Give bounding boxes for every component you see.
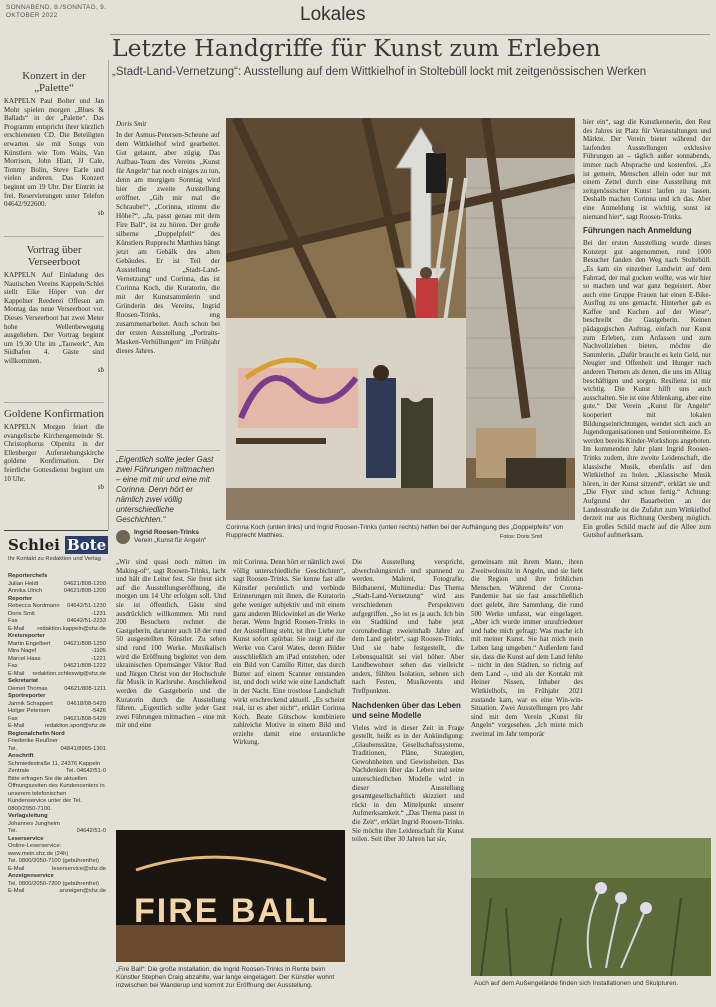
- imprint-value: 04642/51-2233: [66, 618, 106, 624]
- imprint-label: Online-Leserservice: www.mein.shz.de (24h): [8, 843, 69, 857]
- imprint-row: [8, 881, 106, 889]
- imprint-label: Tel.: [8, 745, 18, 752]
- brief-lecture: [4, 244, 104, 374]
- imprint-row: [8, 588, 106, 596]
- imprint-label: Tel. 0800/2050-7100 (gebührenfrei): [8, 858, 99, 864]
- pull-quote-text: „Eigentlich sollte jeder Gast zwei Führungen mitmachen – eine mit mir und eine mit Corinna. Denn hört er nämlich zwei völlig unterschiedliche Geschichten.“: [116, 455, 215, 524]
- imprint-row: [8, 671, 106, 679]
- author: Doris Smit: [116, 120, 147, 128]
- quote-author-avatar: [116, 530, 130, 544]
- quote-rule-top: [116, 450, 220, 451]
- imprint-heading: Regionalchefin Nord: [8, 730, 65, 737]
- lower-col-3-text: Die Ausstellung verspricht, abwechslungsreich und spannend zu werden. Malerei, Fotografie, Bildhauerei, Multimedia: Das Thema „Stadt-Land-Vernetzung“ wird aus verschiedenen Perspektiven aufgegriffen. „So ist es ja auch. Ich bin ein Stadtkind und habe jetzt coronabedingt zweieinhalb Jahre auf dem Land gelebt“, sagt Roosen-Trinks. Und sie habe festgestellt, die Lebensqualität sei viel höher. Aber Landbewohner sehen das vielleicht anders, fühlten Isolation, sehnen sich nach Festen, Musikevents und Treffpunkten.: [352, 558, 464, 695]
- right-col-text: hier ein“, sagt die Kunstkennerin, den Rest des Jahres ist Platz für Veranstaltungen und Märkte. Der Verein bietet während der laufenden Ausstellungen exklusive Führungen an – täglich außer sonnabends, immer nach Absprache und kostenfrei. „Es ist gemein, Menschen allein oder nur mit einem Zettel durch eine Ausstellung mit zeitgenössischer Kunst laufen zu lassen. Deshalb machen Corinna und ich das. Aber eine Anmeldung ist wichtig, sonst ist niemand hier“, sagt Roosen-Trinks.: [583, 118, 711, 221]
- date-line-2: OKTOBER 2022: [6, 12, 58, 19]
- section-title: Lokales: [300, 4, 366, 25]
- left-column-rule: [108, 60, 109, 530]
- imprint-heading: Anschrift: [8, 753, 34, 759]
- imprint-value: redaktion.sport@shz.de: [44, 723, 106, 729]
- imprint-value: leserservice@shz.de: [52, 865, 106, 872]
- imprint-value: -1231: [91, 610, 106, 617]
- imprint-row: [8, 738, 106, 746]
- imprint-row: [8, 663, 106, 671]
- imprint-heading: Sportreporter: [8, 693, 46, 699]
- imprint-label: Schmiedestraße 11, 24376 Kappeln: [8, 760, 101, 767]
- imprint-row: [8, 828, 106, 836]
- imprint-row: [8, 648, 106, 656]
- imprint-row: [8, 746, 106, 754]
- fireball-lettering: FIRE BALL: [134, 892, 330, 930]
- imprint-row: [8, 723, 106, 731]
- imprint-label: Johannes Jungheim: [8, 820, 60, 827]
- right-subhead: Führungen nach Anmeldung: [583, 226, 692, 236]
- imprint-value: -5426: [91, 708, 106, 714]
- imprint-label: Martin Engelbert: [8, 640, 51, 647]
- brief-concert-text: KAPPELN Paul Bolter und Jan Mohr spielen morgen „Blues & Ballads“ in der „Palette“. Das Programm entspricht ihrer kürzlich erschienenen CD. Die Beteiligten erwarten sie mit Songs von Künstlern wie Tom Waits, Van Morrison, John Hiatt, JJ Cale, Tommy Bolin, Steve Earle und vielen anderen. Das Konzert beginnt um 19 Uhr. Der Eintritt ist frei. Reservierungen unter Telefon 04642/922600.: [4, 97, 104, 209]
- imprint-label: Doris Smit: [8, 610, 35, 617]
- garden-photo: [471, 838, 711, 976]
- imprint-row: [8, 866, 106, 874]
- lower-col-3-text-2: Vieles wird in dieser Zeit in Frage gestellt, heißt es in der Ankündigung: „Glaubenssätze, Gesellschaftssysteme, Traditionen, Pläne, Strategien, Gewohnheiten und Gewissheiten. Das Nachdenken über das Leben und seine unterschiedlichen Modelle wird in dieser Ausstellung gesamtgesellschaftlich skizziert und rückt in den Mittelpunkt unserer Aufmerksamkeit.“ „Das Thema passt in die Zeit“, erklärt Ingrid Roosen-Trinks. Sie möchte ihre Leidenschaft für Kunst teilen. Seit über 30 Jahren hat sie,: [352, 723, 464, 844]
- fireball-caption: „Fire Ball“: Die große Installation, die Ingrid Roosen-Trinks in Rente beim Künstler Stephen Craig abzahlte, war lange eingelagert. Der Künstler wohnt inzwischen bei Wanderup und kommt zur Eröffnung der Ausstellung.: [116, 966, 335, 989]
- article-headline: Letzte Handgriffe für Kunst zum Erleben: [112, 34, 601, 62]
- main-photo-caption-text: Corinna Koch (unten links) und Ingrid Roosen-Trinks (unten rechts) helfen bei der Aufhängung des „Doppelpfeils“ von Rupprecht Matthies.: [226, 524, 564, 539]
- main-photo: [226, 118, 575, 520]
- imprint-heading: Anzeigenservice: [8, 873, 54, 879]
- imprint-heading: Verlagsleitung: [8, 813, 48, 819]
- imprint-value: 04621/808-1222: [63, 663, 106, 669]
- imprint-value: Tel. 04642/51-0: [66, 768, 106, 774]
- imprint-label: Fax: [8, 715, 18, 722]
- brief-concert-sig: sb: [97, 208, 104, 217]
- imprint-label: Rebecca Nordmann: [8, 603, 60, 609]
- brief-confirmation-title: Goldene Konfirmation: [4, 408, 104, 420]
- imprint-heading: Kreisreporter: [8, 633, 45, 639]
- imprint-value: anzeigen@shz.de: [59, 888, 106, 894]
- imprint-row: [8, 888, 106, 896]
- quote-role: Verein „Kunst für Angeln“: [134, 537, 207, 544]
- imprint-value: 04621/808-1200: [63, 580, 106, 587]
- imprint-label: Jannik Schappert: [8, 700, 53, 707]
- imprint-label: E-Mail: [8, 670, 25, 677]
- date-line-1: SONNABEND, 8./SONNTAG, 9.: [6, 4, 107, 11]
- quote-author: Ingrid Roosen-Trinks: [134, 529, 200, 536]
- imprint-row: [8, 581, 106, 589]
- date-line: [6, 4, 106, 20]
- brief-confirmation: [4, 408, 104, 492]
- quote-attribution: [116, 529, 220, 545]
- imprint-label: Tel.: [8, 828, 18, 834]
- imprint-value: 04618/08-5420: [66, 700, 106, 707]
- imprint-value: 04621/808-1211: [64, 685, 106, 692]
- imprint-label: Friederike Reußner: [8, 738, 58, 744]
- brief-concert-title: Konzert in der „Palette“: [22, 70, 86, 94]
- article-col-1: [116, 120, 220, 356]
- imprint-label: Holger Petersen: [8, 708, 50, 714]
- lower-col-4: gemeinsam mit ihrem Mann, ihren Zweitwohnsitz in Angeln, und sie liebt die Region und ihre fröhlichen Menschen. Während der Corona-Pandemie hat sie fast ausschließlich dort gelebt, ihre Sammlung, die rund 500 Werke umfasst, war eingelagert. „Aber ich wurde immer unzufriedener und habe mich gefragt: Was mache ich mit meiner Kunst. Sie hat mich mein Leben lang umgeben.“ Außerdem fand sie, dass die Kunst auf dem Land fehlte – nicht in den Städten, so richtig auf dem Land –, und als der Kontakt mit Heiner Nissen, Inhaber des Wittkielhofs, im Frühjahr 2021 zustande kam, war es eine Win-win-Situation. Zwei Ausstellungen pro Jahr sind mit dem Verein „Kunst für Angeln“ vorgesehen. „Ich miete mich zweimal im Jahr temporär: [471, 558, 583, 738]
- main-photo-illustration: [226, 118, 575, 520]
- pull-quote: [116, 450, 220, 545]
- imprint-label: Mira Nagel: [8, 648, 37, 654]
- imprint-row: [8, 708, 106, 716]
- imprint-value: -1105: [91, 648, 106, 654]
- imprint-heading: Reporterchefs: [8, 573, 48, 579]
- imprint-label: Bitte erfragen Sie die aktuellen Öffnungszeiten des Kundencenters in unserem telefonischen Kundenservice unter der Tel. 0800/2050-7100.: [8, 775, 105, 812]
- imprint-row: [8, 768, 106, 776]
- article-right-col: [583, 118, 711, 540]
- imprint-label: Demet Thomas: [8, 685, 48, 692]
- logo-right-word: Bote: [67, 536, 107, 554]
- imprint-top-rule: [4, 530, 108, 531]
- brief-confirmation-text: KAPPELN Morgen feiert die evangelische Kirchengemeinde St. Christophorus Olpenitz in der Ellenberger Auferstehungskirche goldene Konfirmation. Der feierliche Gottesdienst beginnt um 10 Uhr.: [4, 423, 104, 483]
- brief-divider-1: [4, 236, 104, 237]
- logo-left-word: Schlei: [8, 536, 60, 554]
- imprint-label: Julian Heldt: [8, 580, 39, 587]
- imprint-label: Marcel Haas: [8, 655, 41, 662]
- brief-lecture-title: Vortrag über Verseerboot: [26, 244, 82, 268]
- imprint-value: 04621/808-5429: [63, 715, 106, 722]
- imprint-list: [8, 573, 106, 896]
- brief-concert: [4, 70, 104, 217]
- imprint-label: Annika Ulrich: [8, 588, 43, 594]
- imprint-label: Tel. 0800/2050-7200 (gebührenfrei): [8, 880, 99, 887]
- imprint-value: redaktion.schleswig@shz.de: [32, 670, 106, 677]
- brief-lecture-text: KAPPELN Auf Einladung des Nautischen Vereins Kappeln/Schlei stellt Eike Höper von der Kappelner Reederei Offesen am Montag das neue Verseerboot vor. Dieses Verseerboot hat zwei Meter hohe Wellenbewegung ausgeliehen. Der Vortrag beginnt um 19.30 Uhr im „Tauwerk“, Am Südhafen 4. Gäste sind willkommen.: [4, 271, 104, 365]
- brief-confirmation-sig: sb: [97, 483, 104, 492]
- brief-lecture-sig: sb: [97, 365, 104, 374]
- imprint-row: [8, 821, 106, 829]
- photo-credit: Fotos: Doris Smit: [500, 534, 543, 540]
- lower-col-3: [352, 558, 464, 844]
- imprint-row: [8, 776, 106, 814]
- logo-tagline: Ihr Kontakt zu Redaktion und Verlag: [8, 556, 101, 562]
- imprint-row: [8, 716, 106, 724]
- imprint-label: E-Mail: [8, 723, 25, 729]
- article-col-1-text: In der Asmus-Petersen-Scheune auf dem Wittkielhof wird gearbeitet. Gut gelaunt, aber zügig. Das Aufbau-Team des Vereins „Kunst für Angeln“ hat noch einiges zu tun, denn am morgigen Sonntag wird hier die zweite Ausstellung eröffnet. „Gib mir mal die Schraube!“, „Corinna, stimmt die Höhe?“, „Ja, passt genau mit dem Fire Ball“, ist zu hören. Der große silberne „Doppelpfeil“ des Künstlers Rupprecht Matthies hängt jetzt am Gebälk des alten Gebäudes. Er ist Teil der Ausstellung „Stadt-Land-Vernetzung“ und Corinna, das ist Corinna Koch, die Kuratorin, die mit der Kunstsammlerin und Gründerin des Vereins, Ingrid Roosen-Trinks, eng zusammenarbeitet. Auch schon bei der ersten Ausstellung „Portraits-Masken-Verhüllungen“ im Frühjahr dieses Jahres.: [116, 130, 221, 355]
- imprint-row: [8, 603, 106, 611]
- right-col-text-2: Bei der ersten Ausstellung wurde dieses Konzept gut angenommen, rund 1000 Besucher fanden den Weg nach Stoltebüll. „Es kam ein einzelner Landwirt auf dem Fahrrad, der mal gucken wollte, was wir hier so machen und war ganz begeistert. Aber auch eine Gruppe Frauen hat einen E-Bike-Ausflug zu uns gemacht. Hinterher gab es Kaffee und Kuchen auf der Wiese“, beschreibt die Gastgeberin. Keinen pädagogischen Auftrag, einfach nur Kunst zum Erleben, zum Anfassen und zum Nachvollziehen bieten, möchte die Sammlerin. „Dafür braucht es kein Geld, nur Neugier und Offenheit und Hunger nach anderen Themen als denen, die uns im Alltag beschäftigen und sorgen. Resilienz ist mir wichtig. Die Kunst hilft uns auch ausschalten. Sie ist eine Ablenkung, aber eine gute.“ Der Verein „Kunst für Angeln“ kooperiert mit lokalen Bildungseinrichtungen, wendet sich auch an Jugendorganisationen und Seniorenheime. Es werden bereits Kinder-Workshops angeboten. Im kommenden Jahr plant Ingrid Roosen-Trinks zudem, ihre zweite Leidenschaft, die klassische Musik, ebenfalls auf den Wittkielhof zu holen. „Klassische Musik hören, in der Kunst sitzend“, erklärt sie und: „Die Flyer sind schon fertig.“ Achtung: Aufgrund der Bauarbeiten an der Landesstraße ist die Zufahrt zum Wittkielhof derzeit nur aus Richtung Oersberg möglich. Ein großes Schild macht auf die Allee zum Gutshof aufmerksam.: [583, 239, 711, 540]
- lower-subhead: Nachdenken über das Leben und seine Modelle: [352, 700, 461, 720]
- imprint-value: -1221: [91, 655, 106, 662]
- imprint-row: [8, 843, 106, 858]
- newspaper-logo: [8, 536, 108, 554]
- imprint-heading: Sekretariat: [8, 678, 38, 684]
- imprint-value: 04621/808-1200: [63, 588, 106, 594]
- imprint-value: 04642/51-0: [76, 828, 106, 834]
- lower-col-2: mit Corinna. Denn hört er nämlich zwei völlig unterschiedliche Geschichten“, sagt Roosen-Trinks. Sie kenne fast alle Künstler persönlich und verbinde Erinnerungen mit ihnen, die Kuratorin gehe weniger subjektiv und mit einem ganz anderen Blickwinkel an die Werke heran. Wenn Ingrid Roosen-Trinks in der Ausstellung steht, ist ihre Liebe zur Kunst sofort spürbar. Sie zeigt auf die Werke von Carol Wates, deren Bilder ausschließlich am iPad entstehen, oder ein Bild von Camillo Ritter, das durch Butter auf einem Scanner entstanden ist, und doch wirkt wie eine Landschaft in der Nacht. Eine trostlose Landschaft wirkt erschreckend aktuell. „Es scheint real, ist es aber nicht“, erklärt Corinna Koch. Beate Gütschow kombiniere zahlreiche Motive in einem Bild und erzielte damit eine erstaunliche Wirkung.: [233, 558, 345, 747]
- imprint-row: [8, 618, 106, 626]
- imprint-heading: Leserservice: [8, 835, 44, 842]
- imprint-row: [8, 701, 106, 709]
- lower-col-1: „Wir sind quasi noch mitten im Making-of“, sagt Roosen-Trinks, lacht und hält die Leiter fest. Sie freut sich auf die Ausstellungseröffnung, die morgen um 14 Uhr erfolgen soll. Und sie ist öffentlich, Gäste sind ausdrücklich willkommen. Mit rund 200 Besuchern rechnet die Gastgeberin, darunter auch 18 der rund 50 ausgestellten Künstler. Zu sehen sind rund 100 Werke. Musikalisch wird die Eröffnung begleitet von dem ukrainischen Opernsänger Viktor Rud und Jürgen Christ von der Hochschule für Musik in Karlsruhe. Anschließend werden die Gastgeberin und die Kuratorin durch die Ausstellung führen. „Eigentlich sollte jeder Gast zwei Führungen mitmachen – eine mit mir und eine: [116, 558, 226, 730]
- article-subheadline: „Stadt-Land-Vernetzung“: Ausstellung auf dem Wittkielhof in Stoltebüll lockt mit zeitgenössischen Werken: [112, 66, 647, 78]
- imprint-value: 04642/51-1230: [66, 603, 106, 609]
- garden-illustration: [471, 838, 711, 976]
- fireball-photo: [116, 830, 345, 962]
- imprint-row: [8, 611, 106, 619]
- imprint-label: E-Mail: [8, 625, 25, 632]
- imprint-label: Fax: [8, 618, 18, 624]
- imprint-value: 04841/8965-1301: [60, 745, 106, 752]
- imprint-row: [8, 858, 106, 866]
- imprint-label: Fax: [8, 663, 18, 669]
- imprint-row: [8, 626, 106, 634]
- imprint-heading: Reporter: [8, 595, 33, 602]
- fireball-illustration: [116, 830, 345, 962]
- imprint-value: 04621/808-1250: [63, 640, 106, 647]
- imprint-row: [8, 641, 106, 649]
- imprint-row: [8, 686, 106, 694]
- imprint-row: [8, 656, 106, 664]
- imprint-row: [8, 761, 106, 769]
- imprint-label: E-Mail: [8, 888, 25, 894]
- imprint-label: E-Mail: [8, 865, 25, 872]
- garden-caption: Auch auf dem Außengelände finden sich Installationen und Skulpturen.: [474, 980, 679, 987]
- brief-divider-2: [4, 402, 104, 403]
- imprint-label: Zentrale: [8, 768, 30, 774]
- imprint-value: redaktion.kappeln@shz.de: [37, 625, 106, 632]
